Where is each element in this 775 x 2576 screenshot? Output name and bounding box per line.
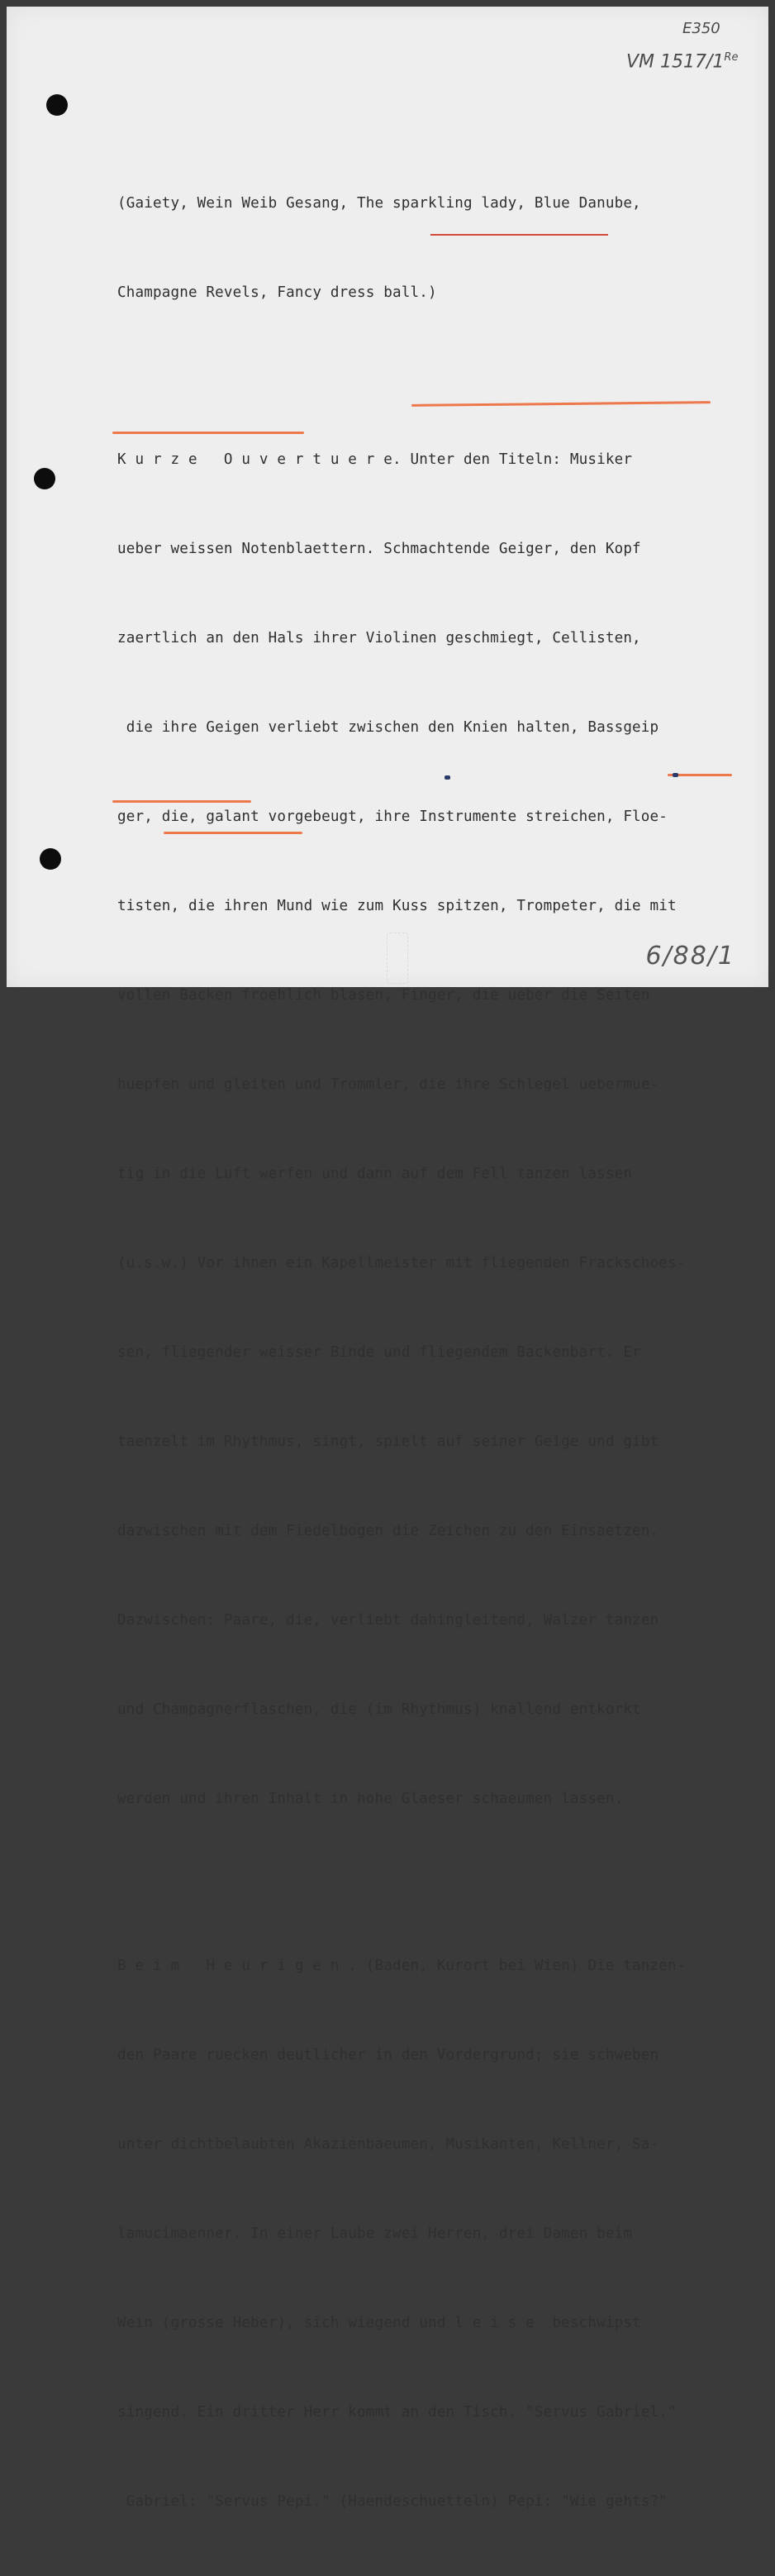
document-page [7,7,768,2510]
text-line: taenzelt im Rhythmus, singt, spielt auf seiner Geige und gibt [117,1433,659,1450]
text-line: huepfen und gleiten und Trommler, die ihre Schlegel uebermue- [117,1076,659,1093]
text-line: den Paare ruecken deutlicher in den Vordergrund; sie schweben [117,2047,659,2063]
underline-unter-den-titeln [430,234,608,236]
text-line: Dazwischen: Paare, die, verliebt dahingleitend, Walzer tanzen [117,1612,659,1629]
text-line: vollen Backen froehlich blasen, Finger, die ueber die Seiten [117,987,650,1004]
shelf-mark-number: VM 1517/1 [626,51,725,73]
text-line: (Gaiety, Wein Weib Gesang, The sparkling lady, Blue Danube, [117,195,641,212]
strikethrough-huepfen [112,432,304,434]
text-line: unter dichtbelaubten Akazienbaeumen, Musikanten, Kellner, Sa- [117,2136,659,2153]
text-line: (u.s.w.) Vor ihnen ein Kapellmeister mit fliegenden Frackschoes- [117,1255,686,1271]
text-line: ueber weissen Notenblaettern. Schmachtende Geiger, den Kopf [117,541,641,557]
punch-hole-top [46,94,68,116]
faint-stamp-mark [387,933,408,984]
typed-text [117,129,762,2576]
punch-hole-bottom [40,848,61,870]
text-line: werden und ihren Inhalt in hohe Glaeser schaeumen lassen. [117,1791,624,1807]
text-line: Champagne Revels, Fancy dress ball.) [117,284,437,301]
shelf-mark [626,51,738,72]
text-line: tig in die Luft werfen und dann auf dem Fell tanzen lassen [117,1166,633,1182]
strikethrough-salamucimaenner-2 [112,800,251,803]
text-line: zaertlich an den Hals ihrer Violinen geschmiegt, Cellisten, [117,630,641,646]
strikethrough-grosse-heber [164,832,302,834]
text-line: tisten, die ihren Mund wie zum Kuss spitzen, Trompeter, die mit [117,898,677,914]
text-line: Wein (grosse Heber), sich wiegend und l e i s e beschwipst [117,2315,641,2331]
folio-number: 6/88/1 [645,942,735,971]
archive-code: E350 [682,20,720,37]
text-line: ger, die, galant vorgebeugt, ihre Instrumente streichen, Floe- [117,809,668,825]
correction-mark [673,773,678,777]
text-line: Gabriel: "Servus Pepi." (Haendeschuetteln) Pepi: "Wie gehts?" [117,2493,668,2510]
text-line: die ihre Geigen verliebt zwischen den Knien halten, Bassgeip [117,719,659,736]
punch-hole-middle [34,468,55,489]
text-line: B e i m H e u r i g e n . (Baden, Kurort bei Wien) Die tanzen- [117,1958,686,1974]
text-line: singend. Ein dritter Herr kommt an den Tisch. "Servus Gabriel." [117,2404,677,2421]
shelf-mark-suffix: Re [724,51,739,64]
correction-mark [445,775,450,780]
text-line: lamucimaenner. In einer Laube zwei Herren, drei Damen beim [117,2225,633,2242]
text-line: dazwischen mit dem Fiedelbogen die Zeichen zu den Einsaetzen. [117,1523,659,1539]
text-line: K u r z e O u v e r t u e r e. Unter den Titeln: Musiker [117,451,633,468]
text-line: und Champagnerflaschen, die (im Rhythmus) knallend entkorkt [117,1701,641,1718]
text-line: sen, fliegender weisser Binde und fliegendem Backenbart. Er [117,1344,641,1361]
